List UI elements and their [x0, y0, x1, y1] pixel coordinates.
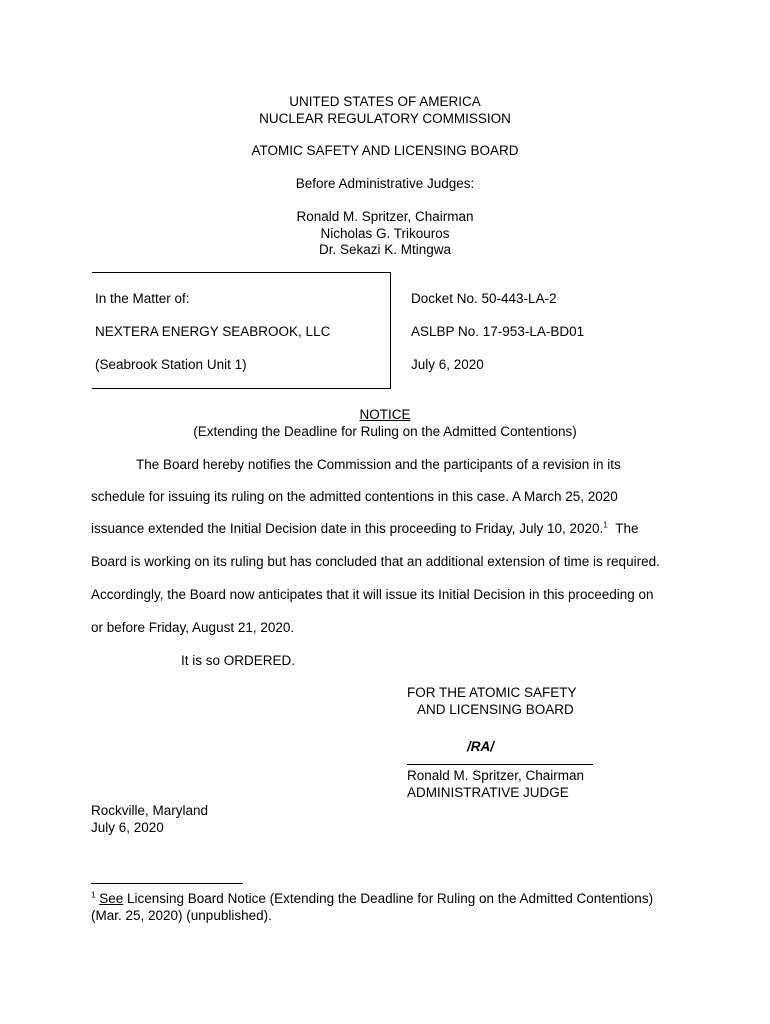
footnote-text-continued: (Mar. 25, 2020) (unpublished). [91, 907, 272, 923]
notice-title: NOTICE [359, 407, 411, 422]
footnote-mark: 1 [91, 890, 96, 900]
body-line [91, 521, 639, 537]
docket-number: Docket No. 50-443-LA-2 [411, 291, 557, 306]
facility-name: (Seabrook Station Unit 1) [95, 357, 247, 372]
caption-date: July 6, 2020 [411, 357, 484, 372]
body-line-tail: The [615, 521, 639, 536]
judge-name: Ronald M. Spritzer, Chairman [296, 209, 474, 224]
judge-name: Nicholas G. Trikouros [320, 225, 450, 241]
notice-subtitle: (Extending the Deadline for Ruling on the Admitted Contentions) [193, 424, 577, 439]
judges-list [0, 209, 770, 259]
footnote-rule [91, 883, 243, 884]
agency-heading [0, 94, 770, 127]
footnote [91, 891, 691, 924]
board-heading: ATOMIC SAFETY AND LICENSING BOARD [251, 143, 519, 158]
location-city: Rockville, Maryland [91, 803, 209, 818]
for-board-line: FOR THE ATOMIC SAFETY [407, 685, 577, 700]
location-block [91, 802, 208, 836]
body-line: Board is working on its ruling but has concluded that an additional extension of time is required. [91, 554, 660, 569]
party-name: NEXTERA ENERGY SEABROOK, LLC [95, 324, 331, 339]
body-line-text: issuance extended the Initial Decision date in this proceeding to Friday, July 10, 2020. [91, 521, 604, 536]
signatory [407, 768, 584, 801]
country-line: UNITED STATES OF AMERICA [289, 94, 481, 109]
footnote-text: Licensing Board Notice (Extending the Deadline for Ruling on the Admitted Contentions) [123, 891, 654, 906]
ordered-line: It is so ORDERED. [181, 653, 296, 668]
commission-line: NUCLEAR REGULATORY COMMISSION [259, 110, 511, 126]
judge-name: Dr. Sekazi K. Mtingwa [318, 242, 452, 257]
signature-rule [407, 764, 593, 765]
notice-heading [0, 406, 770, 440]
before-judges-line: Before Administrative Judges: [295, 176, 475, 191]
body-line: The Board hereby notifies the Commission and the participants of a revision in its [136, 457, 621, 472]
body-line: Accordingly, the Board now anticipates that it will issue its Initial Decision in this proceeding on [91, 587, 654, 602]
matter-label: In the Matter of: [95, 291, 190, 306]
signature-board-line [407, 685, 577, 718]
for-board-line: AND LICENSING BOARD [417, 701, 574, 717]
location-date: July 6, 2020 [91, 820, 164, 835]
ra-signature: /RA/ [467, 739, 494, 754]
signatory-name: Ronald M. Spritzer, Chairman [407, 768, 585, 783]
body-line: schedule for issuing its ruling on the admitted contentions in this case. A March 25, 2020 [91, 489, 618, 504]
footnote-see: See [99, 891, 124, 906]
aslbp-number: ASLBP No. 17-953-LA-BD01 [411, 324, 585, 339]
footnote-reference: 1 [603, 520, 608, 530]
body-line: or before Friday, August 21, 2020. [91, 620, 295, 635]
signatory-title: ADMINISTRATIVE JUDGE [407, 784, 569, 800]
